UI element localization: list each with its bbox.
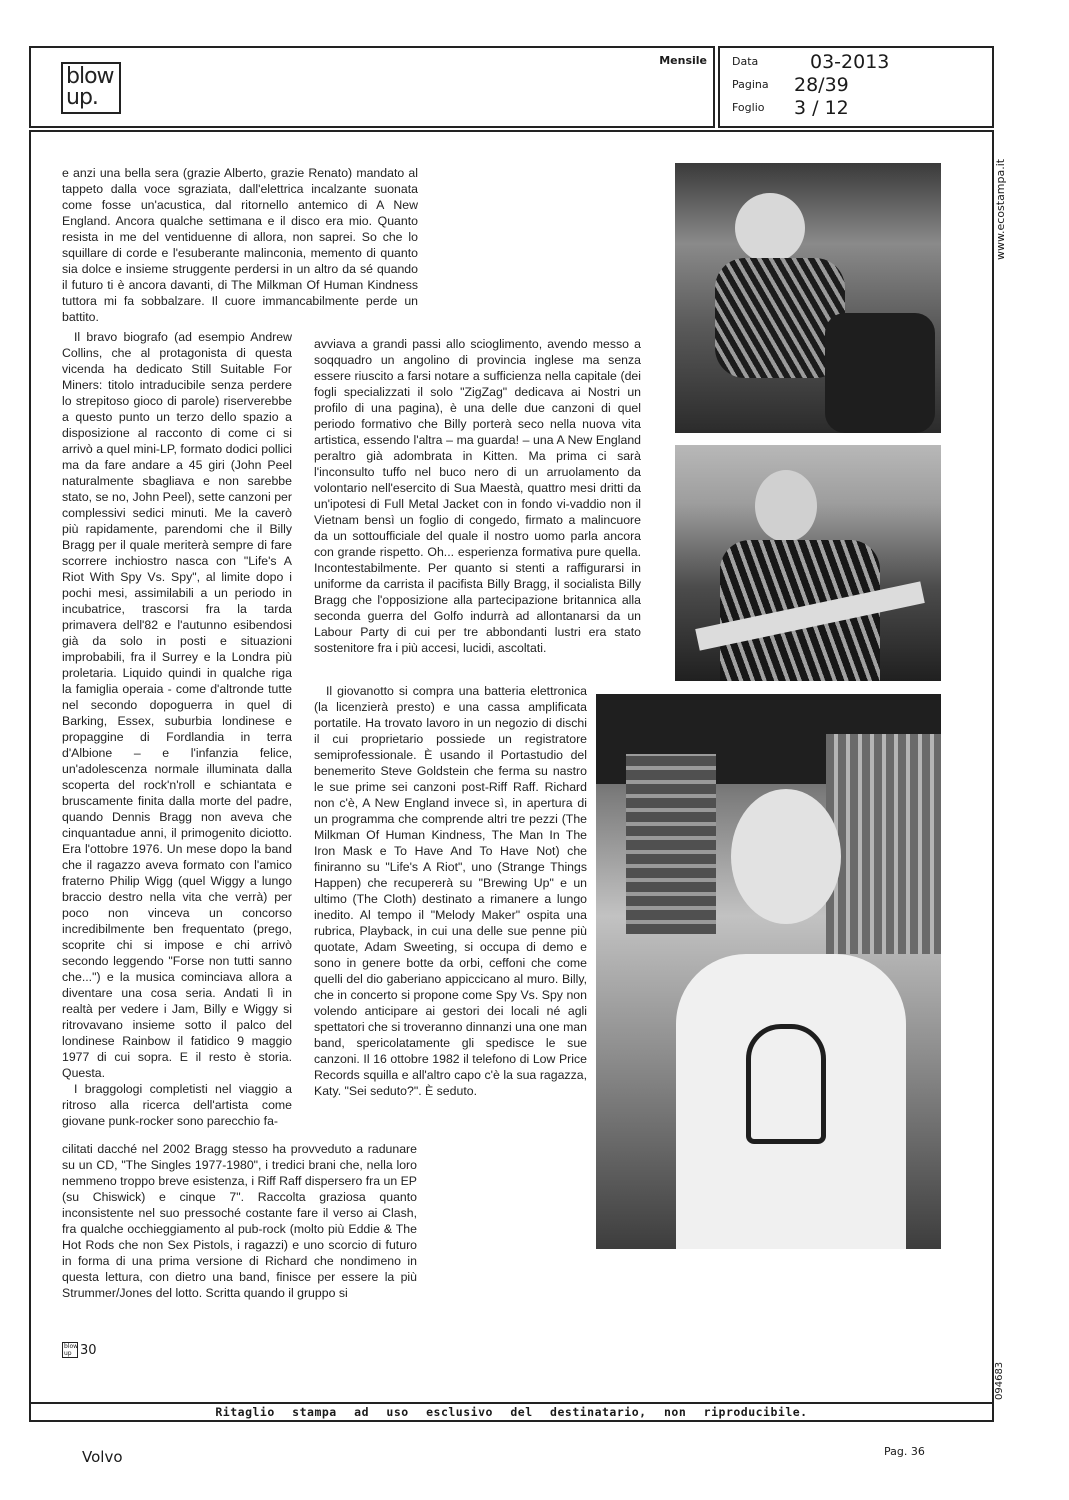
page-label: Pagina	[732, 78, 769, 91]
article-column-lower	[314, 683, 587, 1099]
sheet-label: Foglio	[732, 101, 765, 114]
disclaimer: Ritaglio stampa ad uso esclusivo del destinatario, non riproducibile.	[215, 1405, 808, 1419]
photo-street-performer	[596, 694, 941, 1249]
side-code-text: 094683	[994, 1361, 1005, 1400]
article-column-bottom	[62, 1141, 417, 1301]
page-number: 30	[80, 1343, 97, 1358]
blowup-logo: blow up.	[61, 62, 121, 114]
footer-page: Pag. 36	[884, 1445, 925, 1458]
frequency-label: Mensile	[659, 54, 707, 67]
masthead-box	[29, 46, 715, 128]
page-value: 28/39	[794, 74, 849, 96]
paragraph: e anzi una bella sera (grazie Alberto, grazie Renato) mandato al tappeto dalla voce sgraziata, dall'elettrica incalzante suonata come fosse un'acustica, dal ritornello antemico di A New England. Ancora qualche settimana e il disco era mio. Quanto resista in me del ventiduenne di allora, non saprei. So che lo squillare di corde e l'esuberante malinconia, memento di quanto sia dolce e insieme struggente perdersi in un altro da sé quando il futuro ti è ancora davanti, di The Milkman Of Human Kindness tuttora mi fa sobbalzare. Il cuore immancabilmente perde un battito.	[62, 166, 418, 324]
side-code	[994, 1330, 1016, 1400]
article-column-middle	[314, 336, 641, 656]
metadata-box	[718, 46, 994, 128]
paragraph: avviava a grandi passi allo scioglimento, avendo messo a soqquadro un angolino di provincia inglese ma senza essere riuscito a farsi notare a sufficienza nella capitale (dei fogli specializzati il solo "ZigZag" dedicava ai Nostri un profilo di una pagina), è una delle due canzoni di quel periodo formativo che Billy porterà seco nella nuova vita artistica, essendo l'altra – ma guarda! – una A New England peraltro già adombrata in Kitten. Ma prima ci sarà l'inconsulto tuffo nel buco nero di un arruolamento da volontario nell'esercito di Sua Maestà, quattro mesi dritti da un'ipotesi di Full Metal Jacket con in fondo vi-vaddio non il Vietnam bensì un foglio di congedo, firmato a malincuore da un sottoufficiale del quale il nostro uomo parla ancora con grande rispetto. Oh... esperienza formativa pure quella. Incontestabilmente. Per quanto si stenti a raffigurarsi in uniforme da carrista il pacifista Billy Bragg, il socialista Billy Bragg che l'opposizione alla partecipazione britannica alla seconda guerra del Golfo indurrà ad allontanarsi da un Labour Party di cui per tre abbondanti lustri era stato sostenitore fra i più accesi, lucidi, ascoltati.	[314, 337, 641, 655]
date-label: Data	[732, 55, 759, 68]
photo-playing-guitar	[675, 445, 941, 681]
side-url	[994, 140, 1016, 260]
article-column-top	[62, 165, 418, 325]
paragraph: I braggologi completisti nel viaggio a ritroso alla ricerca dell'artista come giovane punk-rocker sono parecchio fa-	[62, 1082, 292, 1128]
paragraph: Il giovanotto si compra una batteria elettronica (la licenzierà presto) e una cassa amplificata portatile. Ha trovato lavoro in un negozio di dischi il cui proprietario possiede un registratore semiprofessionale. È usando il Portastudio del benemerito Steve Goldstein che ferma su nastro le sue prime sei canzoni post-Riff Raff. Richard non c'è, A New England invece sì, in apertura di un programma che comprende altri tre pezzi (The Milkman Of Human Kindness, The Man In The Iron Mask e To Have And To Have Not) che finiranno su "Life's A Riot", uno (Strange Things Happen) che recupererà su "Brewing Up" e un ultimo (The Cloth) destinato a rimanere a lungo inedito. Al tempo il "Melody Maker" ospita una rubrica, Playback, in cui una delle sue penne più quotate, Adam Sweeting, si occupa di demo e sono in genere botte da orbi, ceffoni che come quelli del dio gaberiano appiccicano al muro. Billy, che in concerto si propone come Spy Vs. Spy non volendo anticipare ai gestori dei locali né agli spettatori che si troveranno dinnanzi una one man band, spericolatamente gli spedisce le sue canzoni. Il 16 ottobre 1982 il telefono di Low Price Records squilla e all'altro capo c'è la sua ragazza, Katy. "Sei seduto?". È seduto.	[314, 684, 587, 1098]
date-value: 03-2013	[810, 51, 890, 73]
frame-divider	[29, 1402, 994, 1404]
side-url-text: www.ecostampa.it	[994, 158, 1007, 260]
paragraph: Il bravo biografo (ad esempio Andrew Collins, che al protagonista di questa vicenda ha dedicato Still Suitable For Miners: titolo intraducibile senza perdere lo strepitoso gioco di parole) riserverebbe a questo punto un terzo dello spazio a disposizione al racconto di come ci si arrivò a quel mini-LP, formato dodici pollici ma da fare andare a 45 giri (John Peel naturalmente sbagliava e non sarebbe stato, se no, John Peel), sette canzoni per complessivi sedici minuti. Me la caverò più rapidamente, parendomi che il Billy Bragg per il quale meriterà sempre di fare scorrere inchiostro nasca con "Life's A Riot With Spy Vs. Spy", al limite dopo i pochi mesi, assimilabili a un periodo in incubatrice, trascorsi fra la tarda primavera dell'82 e l'autunno esibendosi già da solo in posti e situazioni improbabili, fra il Surrey e la Londra più proletaria. Liquido quindi in qualche riga la famiglia operaia - come d'altronde tutte nel secondo dopoguerra in quel di Barking, Essex, suburbia londinese e propaggine di Fordlandia in terra d'Albione – e l'infanzia felice, un'adolescenza normale illuminata dalla scoperta del rock'n'roll e schiantata e bruscamente finita dalla morte del padre, quando Dennis Bragg non aveva che cinquantadue anni, il primogenito diciotto. Era l'ottobre 1976. Un mese dopo la band che il ragazzo aveva formato con l'amico fraterno Philip Wigg (quel Wiggy a lungo braccio destro nella vita che verrà) per poco non vinceva un concorso incredibilmente ben frequentato (prego, scoprite chi si impose e chi arrivò secondo leggendo "Forse non tutti sanno che...") e la musica cominciava allora a diventare una cosa seria. Andati lì in realtà per vedere i Jam, Billy e Wiggy si ritrovavano insieme sotto il palco del londinese Rainbow il fatidico 9 maggio 1977 di cui sopra. E il resto è storia. Questa.	[62, 330, 292, 1080]
page-number-logo: blow up	[64, 1343, 79, 1357]
paragraph: cilitati dacché nel 2002 Bragg stesso ha provveduto a radunare su un CD, "The Singles 1977-1980", i tredici brani che, nella loro nemmeno troppo breve esistenza, i Riff Raff dispersero fra un EP (su Chiswick) e cinque 7". Raccolta graziosa quanto inconsistente nel suo pressoché costante fare il verso ai Clash, fra qualche occhieggiamento al pub-rock (molto più Eddie & The Hot Rods che non Sex Pistols, i ragazzi) e uno scorcio di futuro in forma di una prima versione di Richard che nondimeno in questa lettura, con dietro una band, finisce per essere la più Strummer/Jones del lotto. Scritta quando il gruppo si	[62, 1142, 417, 1300]
photo-jumping-guitarist	[675, 163, 941, 433]
sheet-value: 3 / 12	[794, 97, 849, 119]
footer-client: Volvo	[82, 1448, 123, 1466]
article-column-left	[62, 329, 292, 1129]
